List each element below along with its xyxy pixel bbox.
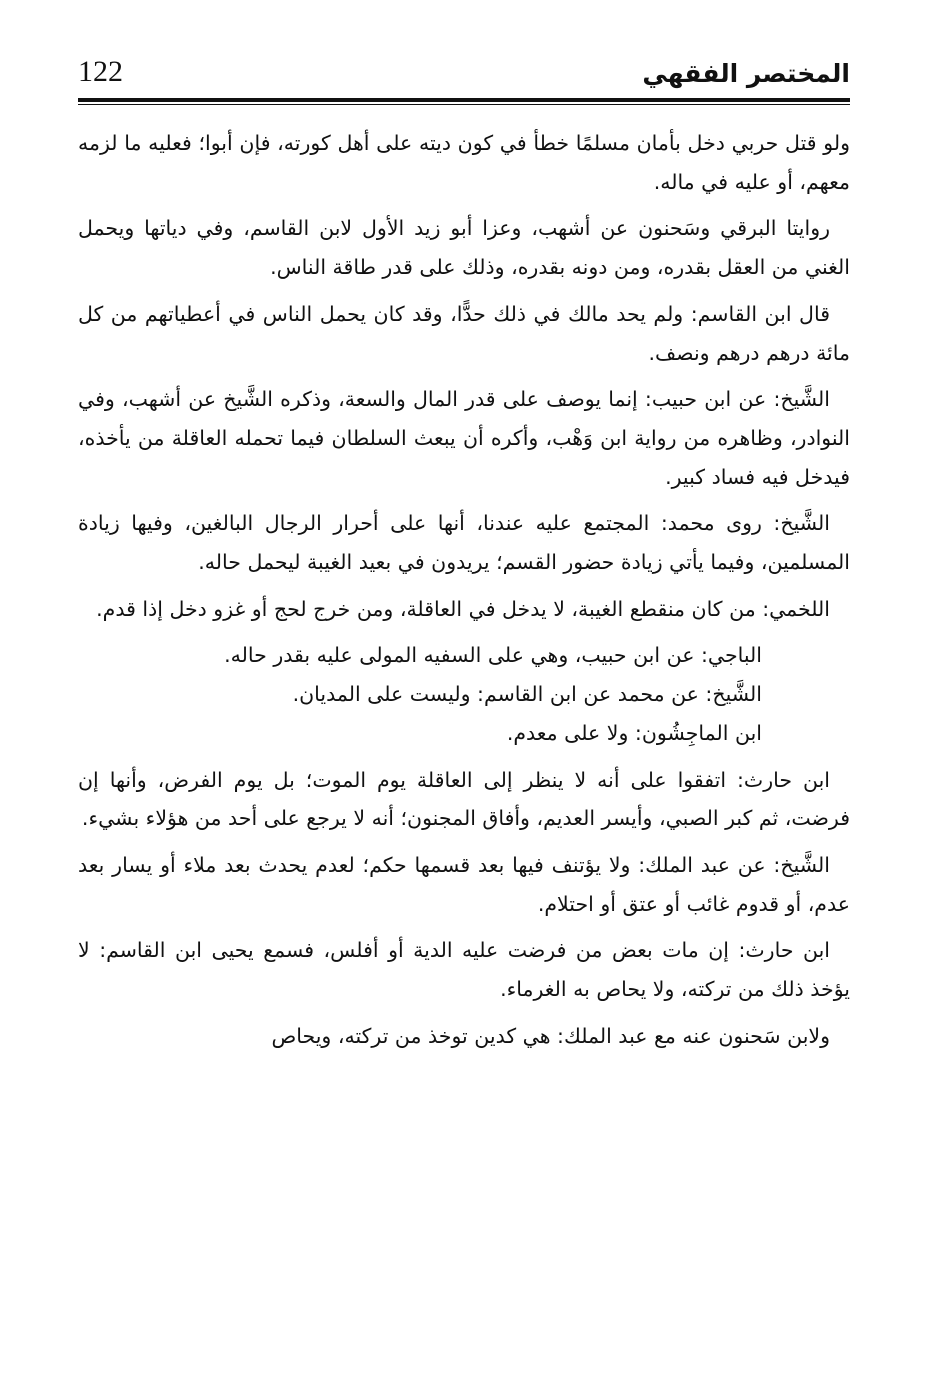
paragraph: قال ابن القاسم: ولم يحد مالك في ذلك حدًّا، وقد كان يحمل الناس في أعطياتهم من كل مائة درهم درهم ونصف. [78, 301, 850, 365]
paragraph: الشَّيخ: عن عبد الملك: ولا يؤتنف فيها بعد قسمها حكم؛ لعدم يحدث بعد ملاء أو يسار بعد عدم، أو قدوم غائب أو عتق أو احتلام. [78, 852, 850, 916]
page-body [78, 124, 850, 1055]
header-rule-thin [78, 104, 850, 105]
paragraph: ولابن سَحنون عنه مع عبد الملك: هي كدين توخذ من تركته، ويحاص [271, 1023, 830, 1048]
paragraph: ابن حارث: إن مات بعض من فرضت عليه الدية أو أفلس، فسمع يحيى ابن القاسم: لا يؤخذ ذلك من تركته، ولا يحاص به الغرماء. [78, 938, 850, 1002]
paragraph: ولو قتل حربي دخل بأمان مسلمًا خطأ في كون ديته على أهل كورته، فإن أبوا؛ فعليه ما لزمه معهم، أو عليه في ماله. [78, 131, 850, 194]
paragraph: الشَّيخ: روى محمد: المجتمع عليه عندنا، أنها على أحرار الرجال البالغين، وفيها زيادة المسلمين، وفيما يأتي زيادة حضور القسم؛ يريدون في بعيد الغيبة ليحمل حاله. [78, 511, 850, 575]
paragraph: الشَّيخ: عن ابن حبيب: إنما يوصف على قدر المال والسعة، وذكره الشَّيخ عن أشهب، وفي النوادر، وظاهره من رواية ابن وَهْب، وأكره أن يبعث السلطان فيما تحمله العاقلة من يأخذه، فيدخل فيه فساد كبير. [78, 387, 850, 489]
page-header [78, 52, 850, 96]
paragraph: اللخمي: من كان منقطع الغيبة، لا يدخل في العاقلة، ومن خرج لحج أو غزو دخل إذا قدم. [96, 596, 830, 621]
book-title: المختصر الفقهي [642, 59, 850, 88]
header-rule-thick [78, 98, 850, 102]
paragraph: ابن حارث: اتفقوا على أنه لا ينظر إلى العاقلة يوم الموت؛ بل يوم الفرض، وأنها إن فرضت، ثم كبر الصبي، وأيسر العديم، وأفاق المجنون؛ أنه لا يرجع على أحد من هؤلاء بشيء. [78, 767, 850, 831]
paragraph: الشَّيخ: عن محمد عن ابن القاسم: وليست على المديان. [292, 682, 762, 707]
paragraph: روايتا البرقي وسَحنون عن أشهب، وعزا أبو زيد الأول لابن القاسم، وفي دياتها ويحمل الغني من العقل بقدره، ومن دونه بقدره، وذلك على قدر طاقة الناس. [78, 216, 850, 280]
page-number: 122 [78, 55, 123, 88]
paragraph: الباجي: عن ابن حبيب، وهي على السفيه المولى عليه بقدر حاله. [224, 643, 762, 668]
paragraph: ابن الماجِشُون: ولا على معدم. [506, 720, 762, 745]
